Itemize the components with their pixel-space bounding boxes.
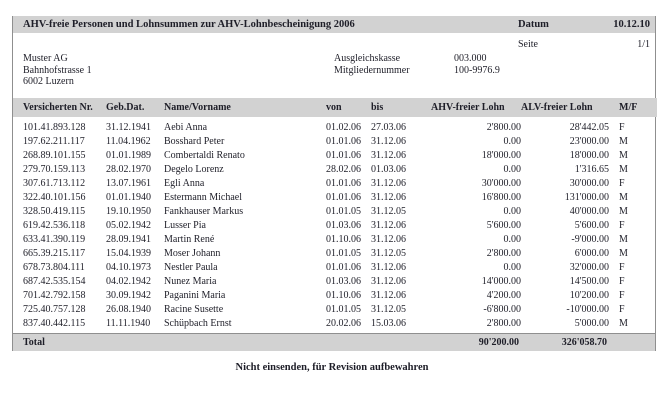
footer-note: Nicht einsenden, für Revision aufbewahren (235, 362, 429, 373)
table-cell: 28'442.05 (569, 122, 609, 133)
table-cell: 18'000.00 (569, 149, 609, 161)
table-cell: F (619, 219, 625, 231)
table-cell: 01.01.06 (326, 177, 361, 189)
member-value: 100-9976.9 (454, 64, 500, 76)
table-row (13, 117, 657, 134)
page-title: AHV-freie Personen und Lohnsummen zur AHV-Lohnbescheinigung 2006 (23, 19, 355, 30)
table-cell: 13.07.1961 (106, 177, 151, 189)
table-cell: 01.01.1940 (106, 191, 151, 203)
table-cell: 30'000.00 (481, 177, 521, 189)
total-row (13, 333, 655, 351)
table-cell: 4'200.00 (486, 289, 521, 301)
fund-value: 003.000 (454, 53, 487, 64)
table-cell: 0.00 (503, 261, 521, 273)
account-values-block (454, 53, 500, 76)
table-row (13, 204, 657, 218)
table-cell: 01.01.1989 (106, 149, 151, 161)
table-row (13, 316, 657, 330)
table-cell: -10'000.00 (566, 303, 609, 315)
table-cell: 32'000.00 (569, 261, 609, 273)
table-cell: 31.12.06 (371, 233, 406, 245)
table-cell: 31.12.06 (371, 191, 406, 203)
table-cell: M (619, 149, 628, 161)
table-cell: 01.03.06 (371, 163, 406, 175)
table-cell: M (619, 163, 628, 175)
table-cell: 619.42.536.118 (23, 219, 86, 231)
table-cell: 15.04.1939 (106, 247, 151, 259)
table-cell: 725.40.757.128 (23, 303, 86, 315)
table-cell: Racine Susette (164, 303, 224, 315)
table-cell: 11.11.1940 (106, 317, 151, 329)
table-cell: 687.42.535.154 (23, 275, 86, 287)
table-cell: 31.12.06 (371, 275, 406, 287)
table-cell: 18'000.00 (481, 149, 521, 161)
table-cell: Paganini Maria (164, 289, 226, 301)
table-row (13, 148, 657, 162)
table-header (13, 98, 657, 117)
column-header: Name/Vorname (164, 98, 326, 117)
table-cell: 01.03.06 (326, 275, 361, 287)
table-cell: Degelo Lorenz (164, 163, 224, 175)
table-cell: 01.10.06 (326, 289, 361, 301)
column-header: Geb.Dat. (106, 98, 164, 117)
table-cell: 04.02.1942 (106, 275, 151, 287)
total-ahv-value: 90'200.00 (478, 337, 519, 348)
date-value: 10.12.10 (613, 19, 650, 30)
table-cell: -9'000.00 (571, 233, 609, 245)
table-cell: 04.10.1973 (106, 261, 151, 273)
table-cell: 6'000.00 (574, 247, 609, 259)
page-number-value: 1/1 (637, 39, 650, 50)
table-cell: M (619, 233, 628, 245)
table-cell: 0.00 (503, 205, 521, 217)
table-cell: 31.12.06 (371, 219, 406, 231)
table-cell: Bosshard Peter (164, 135, 225, 147)
table-cell: Moser Johann (164, 247, 221, 259)
table-cell: M (619, 247, 628, 259)
table-cell: 197.62.211.117 (23, 135, 85, 147)
table-cell: Lusser Pia (164, 219, 206, 231)
page-number-label: Seite (518, 39, 538, 50)
table-cell: 01.02.06 (326, 122, 361, 133)
table-cell: 28.09.1941 (106, 233, 151, 245)
table-cell: 30'000.00 (569, 177, 609, 189)
table-cell: 5'600.00 (486, 219, 521, 231)
table-cell: M (619, 317, 628, 329)
report-document (12, 16, 656, 351)
table-cell: 01.01.05 (326, 205, 361, 217)
table-cell: F (619, 289, 625, 301)
table-cell: 40'000.00 (569, 205, 609, 217)
table-cell: Fankhauser Markus (164, 205, 244, 217)
table-cell: 14'000.00 (481, 275, 521, 287)
table-cell: 14'500.00 (569, 275, 609, 287)
company-address-block (23, 53, 92, 88)
table-cell: 31.12.06 (371, 289, 406, 301)
table-cell: 01.10.06 (326, 233, 361, 245)
table-cell: 30.09.1942 (106, 289, 151, 301)
table-cell: 31.12.05 (371, 205, 406, 217)
address-section (13, 33, 655, 98)
table-cell: 837.40.442.115 (23, 317, 86, 329)
table-cell: 279.70.159.113 (23, 163, 86, 175)
table-cell: 28.02.06 (326, 163, 361, 175)
table-cell: Martin René (164, 233, 215, 245)
table-cell: 26.08.1940 (106, 303, 151, 315)
company-street: Bahnhofstrasse 1 (23, 64, 92, 76)
date-label: Datum (518, 19, 549, 30)
table-cell: 2'800.00 (486, 247, 521, 259)
table-cell: M (619, 191, 628, 203)
column-header: bis (371, 98, 431, 117)
table-cell: 101.41.893.128 (23, 122, 86, 133)
table-cell: 633.41.390.119 (23, 233, 86, 245)
table-cell: 2'800.00 (486, 122, 521, 133)
table-cell: 15.03.06 (371, 317, 406, 329)
table-cell: F (619, 303, 625, 315)
table-cell: 01.01.06 (326, 149, 361, 161)
table-cell: Nestler Paula (164, 261, 218, 273)
table-cell: F (619, 261, 625, 273)
table-cell: F (619, 122, 625, 133)
column-header: M/F (609, 98, 657, 117)
table-cell: 678.73.804.111 (23, 261, 85, 273)
table-row (13, 176, 657, 190)
member-label: Mitgliedernummer (334, 64, 410, 76)
table-cell: 328.50.419.115 (23, 205, 86, 217)
table-cell: 0.00 (503, 135, 521, 147)
table-cell: 31.12.06 (371, 177, 406, 189)
total-label: Total (23, 337, 45, 348)
table-row (13, 274, 657, 288)
table-cell: 01.01.05 (326, 303, 361, 315)
table-cell: 322.40.101.156 (23, 191, 86, 203)
table-cell: 31.12.05 (371, 247, 406, 259)
table-cell: 0.00 (503, 233, 521, 245)
table-cell: 23'000.00 (569, 135, 609, 147)
table-cell: 31.12.06 (371, 135, 406, 147)
table-cell: 665.39.215.117 (23, 247, 86, 259)
account-labels-block (334, 53, 410, 76)
table-cell: 28.02.1970 (106, 163, 151, 175)
table-cell: 05.02.1942 (106, 219, 151, 231)
column-header: Versicherten Nr. (13, 98, 106, 117)
table-row (13, 162, 657, 176)
table-cell: Schüpbach Ernst (164, 317, 232, 329)
table-row (13, 246, 657, 260)
table-cell: 131'000.00 (564, 191, 609, 203)
title-bar (13, 16, 655, 33)
total-alv-value: 326'058.70 (561, 337, 607, 348)
table-cell: -6'800.00 (483, 303, 521, 315)
table-cell: 31.12.06 (371, 149, 406, 161)
table-body (13, 117, 657, 330)
table-cell: Estermann Michael (164, 191, 243, 203)
table-header-row (13, 98, 657, 117)
table-cell: Aebi Anna (164, 122, 208, 133)
table-cell: 0.00 (503, 163, 521, 175)
table-row (13, 190, 657, 204)
fund-label: Ausgleichskasse (334, 53, 401, 64)
table-cell: 27.03.06 (371, 122, 406, 133)
table-cell: 01.01.05 (326, 247, 361, 259)
table-cell: F (619, 275, 625, 287)
table-cell: 1'316.65 (574, 163, 609, 175)
table-cell: 01.01.06 (326, 135, 361, 147)
company-city: 6002 Luzern (23, 76, 74, 87)
table-cell: Egli Anna (164, 177, 205, 189)
table-cell: 31.12.1941 (106, 122, 151, 133)
table-row (13, 260, 657, 274)
table-row (13, 134, 657, 148)
table-row (13, 232, 657, 246)
table-cell: 701.42.792.158 (23, 289, 86, 301)
table-cell: 307.61.713.112 (23, 177, 86, 189)
table-cell: 19.10.1950 (106, 205, 151, 217)
table-cell: 31.12.06 (371, 261, 406, 273)
table-cell: 01.03.06 (326, 219, 361, 231)
table-cell: 268.89.101.155 (23, 149, 86, 161)
table-row (13, 218, 657, 232)
table-cell: 01.01.06 (326, 261, 361, 273)
table-cell: 31.12.05 (371, 303, 406, 315)
table-row (13, 302, 657, 316)
report-table (13, 98, 657, 330)
table-cell: 01.01.06 (326, 191, 361, 203)
table-cell: 20.02.06 (326, 317, 361, 329)
table-cell: F (619, 177, 625, 189)
table-cell: 16'800.00 (481, 191, 521, 203)
column-header: ALV-freier Lohn (521, 98, 609, 117)
table-row (13, 288, 657, 302)
table-cell: M (619, 205, 628, 217)
table-cell: 5'600.00 (574, 219, 609, 231)
table-cell: 11.04.1962 (106, 135, 151, 147)
company-name: Muster AG (23, 53, 68, 64)
table-cell: 5'000.00 (574, 317, 609, 329)
column-header: AHV-freier Lohn (431, 98, 521, 117)
table-cell: 2'800.00 (486, 317, 521, 329)
column-header: von (326, 98, 371, 117)
table-cell: Combertaldi Renato (164, 149, 245, 161)
table-cell: 10'200.00 (569, 289, 609, 301)
table-cell: M (619, 135, 628, 147)
table-cell: Nunez Maria (164, 275, 217, 287)
